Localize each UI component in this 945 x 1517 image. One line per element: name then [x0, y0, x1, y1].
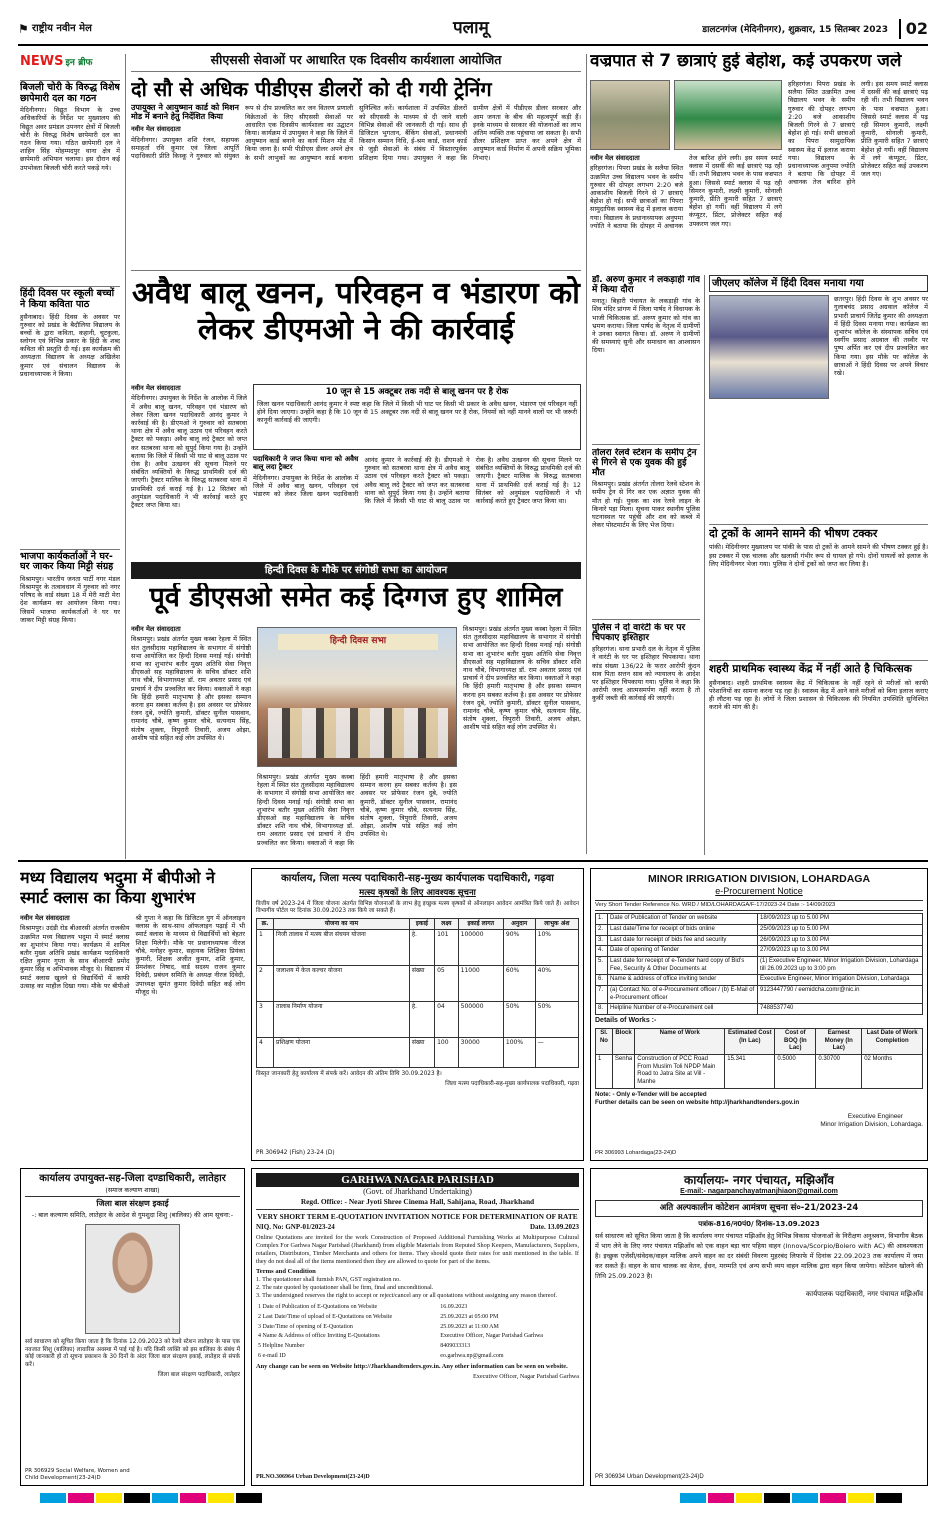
table-row [256, 1303, 579, 1313]
middle-headline: तोलरा रेलवे स्टेशन के समीप ट्रेन से गिरने से एक युवक की हुई मौत [592, 448, 697, 479]
fishery-notice [251, 868, 584, 1161]
column-rule [125, 54, 126, 859]
registration-swatch [848, 1493, 874, 1503]
table-cell: Name & address of office inviting tender [608, 975, 758, 986]
hindi-body: विश्रामपुर। प्रखंड अंतर्गत मुख्य कस्बा रेहला में स्थित संत तुलसीदास महाविद्यालय के सभागार में संगोष्ठी सभा आयोजित कर हिन्दी दिवस मनाई गई। संगोष्ठी सभा का शुभारंभ बतौर मुख्य अतिथि सेवा निवृत्त डीएसओ सह महाविद्यालय के सचिव डॉक्टर शशि नाथ चौबे, विभागाध्यक्ष डॉ. राम अवतार प्रसाद एवं प्राचार्य ने दीप प्रज्वलित कर किया। वक्ताओं ने कहा कि हिंदी हमारी मातृभाषा है और इसका सम्मान करना हम सबका कर्तव्य है। इस अवसर पर प्रोफेसर रंजन दुबे, ज्योति कुमारी, डॉक्टर सुनील पासवान, रामानंद चौबे, कृष्ण कुमार चौबे, सत्यनाम सिंह, संतोष शुक्ला, त्रिपुरारी तिवारी, अजय ओझा, आशीष पांडे सहित कई लोग उपस्थित थे। [131, 635, 251, 742]
table-cell: 4 [257, 1038, 274, 1068]
fishery-pr-no: PR 306942 (Fish) 23-24 (D) [256, 1149, 335, 1156]
irrigation-sign: Executive Engineer [847, 1112, 903, 1120]
table-row [596, 935, 923, 946]
majhiaon-sign: कार्यपालक पदाधिकारी, नगर पंचायत मझिआँव [805, 1289, 923, 1298]
table-row [257, 966, 579, 1002]
fishery-signature: जिला मत्स्य पदाधिकारी-सह-मुख्य कार्यपालक पदाधिकारी, गढ़वा [445, 1080, 579, 1087]
irrigation-notice [590, 868, 928, 1161]
works-col-header: Cost of BOQ (In Lac) [775, 1029, 816, 1055]
table-cell: 90% [503, 930, 535, 966]
garhwa-notice [251, 1168, 584, 1486]
news-brief-badge [20, 54, 120, 80]
right-story [709, 275, 928, 525]
middle-headline: पुलिस ने दो वारंटी के घर पर चिपकाए इश्तिहार [592, 623, 686, 644]
sand-box-title: 10 जून से 15 अक्टूबर तक नदी से बालू खनन पर है रोक [325, 387, 509, 397]
brief-body: मेदिनीनगर। विद्युत विभाग के उच्च अधिकारियों के निर्देश पर मुख्यालय की विद्युत अवर प्रमंडल उपनगर क्षेत्रों में बिजली चोरी के विरुद्ध विशेष छापेमारी दल का गठन किया गया। गठित छापेमारी दल ने शाहिन सिंह मोहम्मदपुर थाना क्षेत्र में छापेमारी अभियान चलाया। इस दौरान कई उपभोक्ता बिजली चोरी करते पकड़े गये। [20, 106, 120, 172]
lead-subhead: उपायुक्त ने आयुष्मान कार्ड को मिशन मोड में बनाने हेतु निर्देशित किया [131, 103, 239, 122]
table-cell: निजी तालाब में मत्स्य बीज संचयन योजना [274, 930, 410, 966]
brief-headline: भाजपा कार्यकर्ताओं ने घर-घर जाकर किया मिट्टी संग्रह [20, 550, 114, 573]
page-number: 02 [899, 19, 928, 39]
smart-class-byline: नवीन मेल संवाददाता [20, 914, 70, 922]
sand-body: मेदिनीनगर। उपायुक्त के निर्देश के आलोक में जिले में अवैध बालू खनन, परिवहन एवं भंडारण को लेकर जिला खनन पदाधिकारी आनंद कुमार ने कार्रवाई की है। डीएमओ ने गुरुवार को सतबरवा थाना क्षेत्र में अवैध बालू उठाव एवं परिवहन करते ट्रैक्टर को पकड़ा। अवैध बालू लदे ट्रैक्टर को जप्त कर सतबरवा थाना को सुपुर्द किया गया है। उन्होंने बताया कि जिले में किसी भी घाट से बालू उठाव पर रोक है। अवैध उत्खनन की सूचना मिलने पर संबंधित व्यक्तियों के विरुद्ध प्राथमिकी दर्ज की जाएगी। ट्रैक्टर मालिक के विरुद्ध सतबरवा थाना में प्राथमिकी दर्ज कराई गई है। 12 सितंबर को अनुमंडल पदाधिकारी ने भी कार्रवाई करते हुए ट्रैक्टर जप्त किया था। [131, 394, 247, 509]
latehar-ref: -: बाल कल्याण समिति, लातेहार के आदेश से गुमशुदा शिशु (बालिका) की आम सूचना:- [31, 1211, 234, 1220]
table-row [596, 946, 923, 957]
registration-swatch [680, 1493, 706, 1503]
fishery-col-header: अनुदान [503, 919, 535, 930]
table-cell: 7. [596, 986, 608, 1004]
table-row [596, 925, 923, 936]
table-row [596, 914, 923, 925]
news-badge: NEWS [20, 54, 64, 69]
hindi-body-continued: विश्रामपुर। प्रखंड अंतर्गत मुख्य कस्बा रेहला में स्थित संत तुलसीदास महाविद्यालय के सभागार में संगोष्ठी सभा आयोजित कर हिन्दी दिवस मनाई गई। संगोष्ठी सभा का शुभारंभ बतौर मुख्य अतिथि सेवा निवृत्त डीएसओ सह महाविद्यालय के सचिव डॉक्टर शशि नाथ चौबे, विभागाध्यक्ष डॉ. राम अवतार प्रसाद एवं प्राचार्य ने दीप प्रज्वलित कर किया। वक्ताओं ने कहा कि हिंदी हमारी मातृभाषा है और इसका सम्मान करना हम सबका कर्तव्य है। इस अवसर पर प्रोफेसर रंजन दुबे, ज्योति कुमारी, डॉक्टर सुनील पासवान, रामानंद चौबे, कृष्ण कुमार चौबे, सत्यनाम सिंह, संतोष शुक्ला, त्रिपुरारी तिवारी, अजय ओझा, आशीष पांडे सहित कई लोग उपस्थित थे। [257, 773, 457, 847]
garhwa-term: 2. The rate quoted by quotationer shall be firm, final and unconditional. [256, 1284, 434, 1292]
works-table [595, 1028, 923, 1089]
majhiaon-body: सर्व साधारण को सूचित किया जाता है कि कार्यालय नगर पंचायत मझिआँव हेतु विभिन्न विकास योजनाओं के निरीक्षण अनुश्रवण, विभागीय बैठक में भाग लेने के लिए नगर पंचायत मझिआँव को एक वाहन बड़ा चार पहिया वाहन (Innova/Scorpio/Bolero with AC) की आवश्यकता है। इच्छुक एजेंसी/संवेदक/वाहन मालिक अपने वाहन का दर संबंधी विवरण मुहरबंद लिफाफे में दिनांक 22.09.2023 तक कार्यालय में जमा कर सकते हैं। वाहन के साथ चालक का वेतन, ईंधन, मरम्मति एवं अन्य सभी व्यय वाहन मालिक द्वारा वहन किया जायेगा। कोटेशन खोलने की तिथि 25.09.2023 है। [595, 1232, 923, 1280]
middle-column [592, 275, 700, 855]
table-cell: 1 Date of Publication of E-Quotations on Website [258, 1304, 378, 1311]
table-cell: हे. [409, 1002, 434, 1038]
table-cell: 2 [257, 966, 274, 1002]
sand-box [253, 384, 581, 450]
table-cell: 9123447790 / eemidcha.comr@nic.in [758, 986, 923, 1004]
brief-body: हुसैनाबाद। हिंदी दिवस के अवसर पर गुरुवार को प्रखंड के बैदौलिया विद्यालय के बच्चों के द्वारा कविता, कहानी, चुटकुला, स्लोगन एवं विभिन्न प्रकार के हिंदी के शब्द कविता की प्रस्तुति दी गई। इस कार्यक्रम की अध्यक्षता विद्यालय के अध्यक्ष अखिलेश कुमार एवं संचालन विद्यालय के प्रधानाध्यापक ने किया। [20, 312, 120, 378]
table-row [596, 1004, 923, 1015]
hindi-diwas-kicker-text: हिन्दी दिवस के मौके पर संगोष्ठी सभा का आयोजन [264, 565, 448, 576]
section-name: पलामू [453, 18, 489, 38]
registration-swatch [68, 1493, 94, 1503]
table-cell: 6 e-mail ID [258, 1352, 286, 1359]
lightning-body: हरिहरगंज। पिपरा प्रखंड के सलैया स्थित उत्क्रमित उच्च विद्यालय भवन के समीप गुरुवार की दोपहर लगभग 2:20 बजे आकाशीय बिजली गिरने से 7 छात्राएं बेहोश हो गई। सभी छात्राओं का पिपरा सामुदायिक स्वास्थ्य केंद्र में इलाज कराया गया। विद्यालय के प्रधानाध्यापक अनुपमा ज्योति ने बताया कि दोपहर में अचानक तेज बारिश होने लगी। इस समय स्मार्ट क्लास में दसवीं की कई छात्राएं पढ़ रही थीं। तभी विद्यालय भवन के पास वज्रपात हुआ। जिससे स्मार्ट क्लास में पढ़ रही सिमरन कुमारी, लक्ष्मी कुमारी, सोनाली कुमारी, प्रीति कुमारी सहित 7 छात्राएं बेहोश हो गयीं। वहीं विद्यालय में लगे कंप्यूटर, प्रिंटर, प्रोजेक्टर सहित कई उपकरण जल गए। [590, 154, 782, 230]
works-col-header: Earnest Money (In Lac) [816, 1029, 862, 1055]
registration-swatch [736, 1493, 762, 1503]
works-col-header: Last Date of Work Completion [862, 1029, 923, 1055]
table-cell: 25.09.2023 at 11:00 AM [440, 1323, 499, 1330]
table-row [256, 1332, 579, 1342]
college-photo [709, 295, 829, 399]
table-cell: (a) Contact No. of e-Procurement officer / (b) E-Mail of e-Procurement officer [608, 986, 758, 1004]
news-brief [20, 54, 120, 859]
table-row [596, 975, 923, 986]
table-row [257, 1002, 579, 1038]
sand-left-col [131, 384, 247, 549]
registration-swatch [124, 1493, 150, 1503]
brief-badge: इन ब्रीफ [65, 58, 93, 68]
table-cell: 15.341 [725, 1055, 775, 1089]
table-cell: (1) Executive Engineer, Minor Irrigation Division, Lohardaga till 26.09.2023 up to 3:00 pm [758, 957, 923, 975]
latehar-notice [20, 1168, 245, 1486]
majhiaon-notice [590, 1168, 928, 1486]
majhiaon-email: E-mail:- nagarpanchayatmanjhiaon@gmail.com [680, 1188, 838, 1196]
garhwa-body: Online Quotations are invited for the work Construction of Proposed Additional Furnishing Works at Multipurpose Cultural Complex For Garhwa Nagar Parishad (Jharkhand) from eligible Materials from Reputed Shop Keepers, Manufacturers, Suppliers, retailers, Distributors, Timber Merchants and others for items. They should quote their rates for unit mentioned in the table. If they do not deal all of the items mentioned then they are allowed to quote for part of the items. [256, 1234, 579, 1266]
garhwa-date: Date. 13.09.2023 [530, 1223, 579, 1232]
registration-swatch [708, 1493, 734, 1503]
fishery-office: कार्यालय, जिला मत्स्य पदाधिकारी-सह-मुख्य कार्यपालक पदाधिकारी, गढ़वा [281, 873, 554, 884]
brief-headline: हिंदी दिवस पर स्कूली बच्चों ने किया कविता पाठ [20, 288, 115, 310]
table-cell: 05 [435, 966, 459, 1002]
sand-body-continued: मेदिनीनगर। उपायुक्त के निर्देश के आलोक में जिले में अवैध बालू खनन, परिवहन एवं भंडारण को लेकर जिला खनन पदाधिकारी आनंद कुमार ने कार्रवाई की है। डीएमओ ने गुरुवार को सतबरवा थाना क्षेत्र में अवैध बालू उठाव एवं परिवहन करते ट्रैक्टर को पकड़ा। अवैध बालू लदे ट्रैक्टर को जप्त कर सतबरवा थाना को सुपुर्द किया गया है। उन्होंने बताया कि जिले में किसी भी घाट से बालू उठाव पर रोक है। अवैध उत्खनन की सूचना मिलने पर संबंधित व्यक्तियों के विरुद्ध प्राथमिकी दर्ज की जाएगी। ट्रैक्टर मालिक के विरुद्ध सतबरवा थाना में प्राथमिकी दर्ज कराई गई है। 12 सितंबर को अनुमंडल पदाधिकारी ने भी कार्रवाई करते हुए ट्रैक्टर जप्त किया था। [253, 456, 581, 505]
garhwa-invitation: VERY SHORT TERM E-QUOTATION INVITATION NOTICE FOR DETERMINATION OF RATE [257, 1211, 578, 1221]
table-cell: प्रशिक्षण योजना [274, 1038, 410, 1068]
section-rule [131, 270, 581, 271]
fishery-footer: विस्तृत जानकारी हेतु कार्यालय में संपर्क करें। आवेदन की अंतिम तिथि 30.09.2023 है। [256, 1071, 442, 1078]
table-cell: 1 [596, 1055, 613, 1089]
table-cell: 3 Date/Time of opening of E-Quotation [258, 1323, 353, 1330]
garhwa-ref-row [256, 1223, 579, 1232]
table-cell: 2. [596, 925, 608, 936]
works-header-row [596, 1029, 923, 1055]
table-cell: 5. [596, 957, 608, 975]
latehar-dept: (समाज कल्याण शाखा) [25, 1186, 240, 1197]
smart-class-story [20, 868, 245, 1158]
garhwa-sign: Executive Officer, Nagar Parishad Garhwa [473, 1373, 579, 1381]
irrigation-ref: Very Short Tender Reference No. WRD / MID/LOHARDAGA/F-17/2023-24 Date :- 14/09/2023 [595, 900, 923, 911]
table-cell: 101 [435, 930, 459, 966]
table-cell: 7488537740 [758, 1004, 923, 1015]
right-column [709, 275, 928, 855]
lightning-photo-2 [674, 80, 782, 150]
registration-swatch [40, 1493, 66, 1503]
works-col-header: Sl. No [596, 1029, 613, 1055]
bird-logo-icon: ⚑ [18, 22, 29, 36]
middle-story [592, 623, 700, 848]
table-cell: 5 Helpline Number [258, 1342, 305, 1349]
irrigation-further: Further details can be seen on website http://jharkhandtenders.gov.in [595, 1098, 800, 1106]
registration-swatch [180, 1493, 206, 1503]
table-cell: तालाब निर्माण योजना [274, 1002, 410, 1038]
lead-body-columns [131, 104, 581, 264]
table-cell: Date of Publication of Tender on website [608, 914, 758, 925]
lightning-headline: वज्रपात से 7 छात्राएं हुई बेहोश, कई उपकरण जले [590, 52, 902, 71]
garhwa-term: 1. The quotationer shall furnish PAN, GST registration no. [256, 1276, 401, 1284]
irrigation-title: MINOR IRRIGATION DIVISION, LOHARDAGA [647, 873, 871, 885]
irrigation-pr-no: PR 306993 Lohardaga(23-24)D [595, 1149, 677, 1156]
table-cell: 3. [596, 935, 608, 946]
column-rule [704, 275, 705, 855]
fishery-intro: वित्तीय वर्ष 2023-24 में जिला योजना अंतर्गत विभिन्न योजनाओं के लाभ हेतु इच्छुक मत्स्य कृषकों से ऑनलाइन आवेदन आमंत्रित किये जाते हैं। आवेदन विभागीय पोर्टल पर दिनांक 30.09.2023 तक किये जा सकते हैं। [256, 900, 579, 915]
lead-story [131, 52, 581, 267]
table-row [257, 1038, 579, 1068]
table-cell: 2 Last Date/Time of upload of E-Quotations on Website [258, 1313, 393, 1320]
brief-item [20, 80, 120, 282]
irrigation-note: Note: - Only e-Tender will be accepted [595, 1090, 707, 1098]
right-headline: दो ट्रकों के आमने सामने की भीषण टक्कर [709, 527, 878, 540]
table-row [257, 930, 579, 966]
irrigation-sign-2: Minor Irrigation Division, Lohardaga. [820, 1120, 923, 1128]
table-cell: 3 [257, 1002, 274, 1038]
table-cell: 4 Name & Address of office Inviting E-Quotations [258, 1333, 380, 1340]
middle-headline: डॉ. अरुण कुमार ने लकड़ाही गांव में किया दौरा [592, 275, 700, 296]
table-cell: 10% [535, 930, 578, 966]
table-cell: 1. [596, 914, 608, 925]
registration-swatch [792, 1493, 818, 1503]
table-cell: 25.09.2023 at 05:00 PM [440, 1313, 499, 1320]
photo-banner: हिन्दी दिवस सभा [278, 634, 438, 650]
middle-body: विश्रामपुर। प्रखंड अंतर्गत तोलरा रेलवे स्टेशन के समीप ट्रेन से गिर कर एक अज्ञात युवक की मौत हो गई। युवक का शव रेलवे लाइन के किनारे पड़ा मिला। सूचना पाकर स्थानीय पुलिस घटनास्थल पर पहुंची और शव को कब्जे में लेकर पोस्टमार्टम के लिए भेज दिया। [592, 480, 700, 530]
registration-swatch [820, 1493, 846, 1503]
table-cell: Executive Engineer, Minor Irrigation Division, Lohardaga [758, 975, 923, 986]
table-row [256, 1342, 579, 1352]
table-cell: 1 [257, 930, 274, 966]
registration-swatch [764, 1493, 790, 1503]
smart-class-headline: मध्य विद्यालय भदुमा में बीपीओ ने स्मार्ट क्लास का किया शुभारंभ [20, 868, 215, 907]
fishery-col-header: योजना का नाम [274, 919, 410, 930]
table-cell: संख्या [409, 1038, 434, 1068]
table-cell: 100% [503, 1038, 535, 1068]
table-cell: Construction of PCC Road From Muslim Toli NPDP Main Road to Jatra Site at Vill - Manhe [635, 1055, 725, 1089]
table-cell: 16.09.2023 [440, 1304, 468, 1311]
table-cell: Date of opening of Tender [608, 946, 758, 957]
lightning-body-right [788, 80, 928, 268]
irrigation-subtitle: e-Procurement Notice [715, 886, 803, 897]
sand-story [131, 276, 581, 556]
majhiaon-ref: पत्रांक-816/न0पं0/ दिनांक-13.09.2023 [698, 1220, 820, 1229]
table-cell: Last date/Time for receipt of bids online [608, 925, 758, 936]
masthead [18, 18, 928, 46]
latehar-sign: जिला बाल संरक्षण पदाधिकारी, लातेहार [157, 1372, 240, 1379]
latehar-body: सर्व साधारण को सूचित किया जाता है कि दिनांक 12.09.2023 को रेलवे स्टेशन लातेहार के पास एक नवजात शिशु (बालिका) लावारिस अवस्था में पाई गई है। यदि किसी व्यक्ति को इस बालिका के संबंध में कोई जानकारी हो तो सूचना प्रकाशन के 30 दिनों के अंदर जिला बाल संरक्षण इकाई, लातेहार से संपर्क करें। [25, 1339, 240, 1368]
table-cell: 4. [596, 946, 608, 957]
hindi-diwas-kicker [131, 562, 581, 579]
table-cell: Helpline Number of e-Procurement cell [608, 1004, 758, 1015]
hindi-diwas-story [131, 583, 581, 848]
right-headline: शहरी प्राथमिक स्वास्थ्य केंद्र में नहीं आते है चिकित्सक [709, 663, 912, 675]
middle-body: हरिहरगंज। थाना प्रभारी दल के नेतृत्व में पुलिस ने वारंटी के घर पर इश्तिहार चिपकाया। थाना कांड संख्या 136/22 के फरार आरोपी कुंदन साव पिता सत्तन साव को न्यायालय के आदेश पर इश्तिहार चिपकाया गया। पुलिस ने कहा कि आरोपी जल्द आत्मसमर्पण नहीं करता है तो कुर्की जब्ती की कार्रवाई की जाएगी। [592, 645, 700, 703]
works-col-header: Block [612, 1029, 634, 1055]
table-cell: हे. [409, 930, 434, 966]
hindi-diwas-right-col [463, 625, 581, 847]
sand-box-text: जिला खनन पदाधिकारी आनंद कुमार ने स्पष्ट कहा कि जिले में किसी भी घाट पर किसी भी प्रकार के अवैध खनन, भंडारण एवं परिवहन नहीं होने दिया जाएगा। उन्होंने कहा है कि 10 जून से 15 अक्टूबर तक नदी से बालू खनन पर है रोक, नियमों को नहीं मानने वालों पर भी जरूरी कानूनी कार्रवाई की जाएगी। [257, 399, 577, 424]
lead-headline: दो सौ से अधिक पीडीएस डीलरों को दी गयी ट्रेनिंग [131, 77, 492, 101]
fishery-col-header: लाभुक अंश [535, 919, 578, 930]
table-cell: 100 [435, 1038, 459, 1068]
latehar-pr-no: PR 306929 Social Welfare, Women and Child Development(23-24)D [25, 1468, 130, 1482]
table-cell: 04 [435, 1002, 459, 1038]
garhwa-office: Regd. Office: - Near Jyoti Shree Cinema Hall, Sahijana, Road, Jharkhand [256, 1197, 579, 1209]
lightning-photo-1 [590, 80, 670, 150]
sand-body-columns [253, 456, 581, 549]
lead-body: मेदिनीनगर। उपायुक्त शशि रंजन, सहायक समाहर्ता रवि कुमार एवं जिला आपूर्ति पदाधिकारी प्रीति किस्कू ने गुरुवार को संयुक्त रूप से दीप प्रज्वलित कर जन वितरण प्रणाली विक्रेताओं के लिए सीएससी सेवाओं पर आधारित एक दिवसीय कार्यशाला का उद्घाटन किया। कार्यक्रम में उपायुक्त ने कहा कि जिले में आयुष्मान कार्ड बनाने का कार्य मिशन मोड में किया जाना है। सभी पीडीएस डीलर अपने क्षेत्र के सभी लाभुकों का आयुष्मान कार्ड बनाना सुनिश्चित करें। कार्यशाला में उपस्थित डीलरों को सीएससी के माध्यम से दी जाने वाली विभिन्न सेवाओं की जानकारी दी गई। साथ ही डिजिटल भुगतान, बैंकिंग सेवाओं, प्रधानमंत्री किसान सम्मान निधि, ई-श्रम कार्ड, राशन कार्ड से जुड़ी सेवाओं के संबंध में विस्तारपूर्वक प्रशिक्षण दिया गया। उपायुक्त ने कहा कि ग्रामीण क्षेत्रों में पीडीएस डीलर सरकार और आम जनता के बीच की महत्वपूर्ण कड़ी हैं। इनके माध्यम से सरकार की योजनाओं का लाभ अंतिम व्यक्ति तक पहुंचाया जा सकता है। सभी डीलर प्रशिक्षण प्राप्त कर अपने क्षेत्र में आयुष्मान कार्ड निर्माण में अपनी सक्रिय भूमिका निभाएं। [131, 104, 581, 162]
majhiaon-pr-no: PR 306934 Urban Development(23-24)D [595, 1474, 704, 1481]
table-row [256, 1313, 579, 1323]
middle-story [592, 448, 700, 620]
smart-class-body: विश्रामपुर। उदंडी रोड बीआरसी अंतर्गत राजकीय उत्क्रमित मध्य विद्यालय भदुमा में स्मार्ट क्लास का शुभारंभ किया गया। कार्यक्रम में शामिल बतौर मुख्य अतिथि प्रखंड कार्यक्रम पदाधिकारी रक्षित कुमार गुप्ता के साथ बीआरपी प्रमोद कुमार सिंह व अभिभावक मौजूद थे। विद्यालय में स्मार्ट क्लास खुलने से विद्यार्थियों में काफी उत्साह का माहौल दिखा गया। मौके पर बीपीओ श्री गुप्ता ने कहा कि डिजिटल युग में ऑनलाइन क्लास के साथ-साथ ऑफलाइन पढ़ाई में भी स्मार्ट क्लास के माध्यम से विद्यार्थियों को बेहतर शिक्षा मिलेगी। मौके पर प्रधानाध्यापक नीरज चौबे, मनोहर कुमार, सहायक शिक्षिका प्रियंका कुमारी, शिक्षक अजीत कुमार, शशि कुमार, प्रेमशंकर निषाद, वार्ड सदस्य राजन कुमार दिवेदी, प्रबंधन समिति के अध्यक्ष नीरज दिवेदी, उपाध्यक्ष सुमंत कुमार दिवेदी सहित कई लोग मौजूद थे। [20, 914, 245, 996]
sand-headline: अवैध बालू खनन, परिवहन व भंडारण को लेकर डीएमओ ने की कार्रवाई [132, 276, 580, 347]
table-cell: Last date for receipt of e-Tender hard copy of Bid's Fee, Security & Other Documents at [608, 957, 758, 975]
smart-class-body-columns [20, 914, 245, 1134]
table-cell: 50% [503, 1002, 535, 1038]
lightning-byline: नवीन मेल संवाददाता [590, 154, 640, 162]
fishery-table [256, 918, 579, 1068]
majhiaon-title: अति अल्पकालीन कोटेशन आमंत्रण सूचना सं०-21/2023-24 [595, 1200, 923, 1217]
table-cell: eo.garhwa.np@gmail.com [440, 1352, 504, 1359]
fishery-col-header: इकाई [409, 919, 434, 930]
majhiaon-office: कार्यालयः- नगर पंचायत, मझिआँव [684, 1173, 834, 1187]
table-cell: — [535, 1038, 578, 1068]
table-cell: 0.30700 [816, 1055, 862, 1089]
garhwa-subtitle: (Govt. of Jharkhand Undertaking) [363, 1187, 472, 1197]
lightning-body-cont: हरिहरगंज। पिपरा प्रखंड के सलैया स्थित उत्क्रमित उच्च विद्यालय भवन के समीप गुरुवार की दोपहर लगभग 2:20 बजे आकाशीय बिजली गिरने से 7 छात्राएं बेहोश हो गई। सभी छात्राओं का पिपरा सामुदायिक स्वास्थ्य केंद्र में इलाज कराया गया। विद्यालय के प्रधानाध्यापक अनुपमा ज्योति ने बताया कि दोपहर में अचानक तेज बारिश होने लगी। इस समय स्मार्ट क्लास में दसवीं की कई छात्राएं पढ़ रही थीं। तभी विद्यालय भवन के पास वज्रपात हुआ। जिससे स्मार्ट क्लास में पढ़ रही सिमरन कुमारी, लक्ष्मी कुमारी, सोनाली कुमारी, प्रीति कुमारी सहित 7 छात्राएं बेहोश हो गयीं। वहीं विद्यालय में लगे कंप्यूटर, प्रिंटर, प्रोजेक्टर सहित कई उपकरण जल गए। [788, 80, 928, 187]
table-cell: 100000 [458, 930, 503, 966]
table-cell: Senha [612, 1055, 634, 1089]
table-cell: 30000 [458, 1038, 503, 1068]
hindi-body-right: विश्रामपुर। प्रखंड अंतर्गत मुख्य कस्बा रेहला में स्थित संत तुलसीदास महाविद्यालय के सभागार में संगोष्ठी सभा आयोजित कर हिन्दी दिवस मनाई गई। संगोष्ठी सभा का शुभारंभ बतौर मुख्य अतिथि सेवा निवृत्त डीएसओ सह महाविद्यालय के सचिव डॉक्टर शशि नाथ चौबे, विभागाध्यक्ष डॉ. राम अवतार प्रसाद एवं प्राचार्य ने दीप प्रज्वलित कर किया। वक्ताओं ने कहा कि हिंदी हमारी मातृभाषा है और इसका सम्मान करना हम सबका कर्तव्य है। इस अवसर पर प्रोफेसर रंजन दुबे, ज्योति कुमारी, डॉक्टर सुनील पासवान, रामानंद चौबे, कृष्ण कुमार चौबे, सत्यनाम सिंह, संतोष शुक्ला, त्रिपुरारी तिवारी, अजय ओझा, आशीष पांडे सहित कई लोग उपस्थित थे। [463, 625, 581, 732]
right-body: हुसैनाबाद। शहरी प्राथमिक स्वास्थ्य केंद्र में चिकित्सक के नहीं रहने से मरीजों को काफी परेशानियों का सामना करना पड़ रहा है। स्वास्थ्य केंद्र में आने वाले मरीजों को बिना इलाज कराए ही लौटना पड़ रहा है। लोगों ने जिला प्रशासन से चिकित्सक की नियमित उपस्थिति सुनिश्चित कराने की मांग की है। [709, 678, 928, 712]
registration-swatch [96, 1493, 122, 1503]
dateline: डालटनगंज (मेदिनीनगर), शुक्रवार, 15 सितम्बर 2023 [702, 25, 888, 35]
works-col-header: Name of Work [635, 1029, 725, 1055]
middle-body: मनातू। बिहारी पंचायत के लकड़ाही गांव के शिव मंदिर प्रांगण में जिला पार्षद ने विधायक के भाजी चिकित्सक डॉ. अरुण कुमार को गांव का भ्रमण कराया। जिला पार्षद के नेतृत्व में ग्रामीणों ने उनका स्वागत किया। डॉ. अरुण ने ग्रामीणों की समस्याएं सुनी और समाधान का आश्वासन दिया। [592, 297, 700, 355]
works-title: Details of Works :- [595, 1017, 657, 1025]
fishery-title: मत्स्य कृषकों के लिए आवश्यक सूचना [359, 887, 476, 898]
photo-people [268, 708, 448, 758]
registration-swatch [152, 1493, 178, 1503]
table-cell: 18/09/2023 up to 5.00 PM [758, 914, 923, 925]
right-story [709, 661, 928, 851]
latehar-unit: जिला बाल संरक्षण इकाई [96, 1198, 169, 1208]
table-cell: 0.5000 [775, 1055, 816, 1089]
table-cell: 02 Months [862, 1055, 923, 1089]
table-cell: 50% [535, 1002, 578, 1038]
latehar-office: कार्यालय उपायुक्त-सह-जिला दण्डाधिकारी, लातेहार [39, 1173, 226, 1184]
garhwa-niq: NIQ. No: GNP-01/2023-24 [256, 1223, 335, 1232]
table-cell: 60% [503, 966, 535, 1002]
brief-item [20, 549, 120, 785]
garhwa-schedule-table [256, 1303, 579, 1361]
fishery-col-header: इकाई लागत [458, 919, 503, 930]
table-row [256, 1323, 579, 1333]
hindi-byline: नवीन मेल संवाददाता [131, 625, 181, 633]
table-cell: 6. [596, 975, 608, 986]
fishery-header-row [257, 919, 579, 930]
right-story [709, 525, 928, 661]
hindi-diwas-below-photo [257, 773, 457, 847]
brief-headline: बिजली चोरी के विरुद्ध विशेष छापेमारी दल का गठन [20, 82, 120, 104]
garhwa-term: 3. The undersigned reserves the right to accept or reject/cancel any or all quotations without assigning any reason thereof. [256, 1292, 558, 1300]
table-cell: Executive Officer, Nagar Parishad Garhwa [440, 1333, 543, 1340]
sand-side-head: पदाधिकारी ने जप्त किया थाना को अवैध बालू लदा ट्रैक्टर [253, 455, 359, 471]
brief-body: विश्रामपुर। भारतीय जनता पार्टी नगर मंडल विश्रामपुर के तत्वावधान में गुरुवार को नगर परिषद के वार्ड संख्या 18 में मेरी माटी मेरा देश कार्यक्रम का आयोजन किया गया। जिसमें भाजपा कार्यकर्ताओं ने घर घर जाकर मिट्टी संग्रह किया। [20, 574, 120, 624]
table-cell: 8409033313 [440, 1342, 471, 1349]
registration-swatch [876, 1493, 902, 1503]
brief-item [20, 286, 120, 544]
lightning-body-columns [590, 154, 782, 268]
table-cell: 25/09/2023 up to 5.00 PM [758, 925, 923, 936]
irrigation-schedule-table [595, 913, 923, 1015]
hindi-diwas-headline: पूर्व डीएसओ समेत कई दिग्गज हुए शामिल [149, 583, 563, 613]
registration-swatch [236, 1493, 262, 1503]
paper-name: राष्ट्रीय नवीन मेल [32, 23, 92, 34]
garhwa-website: Any change can be seen on Website http://Jharkhandtenders.gov.in. Any other information can be seen on website. [256, 1363, 568, 1371]
fishery-col-header: क्र. [257, 919, 274, 930]
fishery-col-header: लक्ष्य [435, 919, 459, 930]
table-row [256, 1352, 579, 1362]
table-cell: 27/09/2023 up to 3.00 PM [758, 946, 923, 957]
table-row [596, 1055, 923, 1089]
sand-byline: नवीन मेल संवाददाता [131, 384, 181, 392]
right-body: छतरपुर। हिंदी दिवस के शुभ अवसर पर गुलाबचंद प्रसाद अग्रवाल कॉलेज में प्रभारी प्राचार्य जितेंद्र कुमार की अध्यक्षता में हिंदी दिवस मनाया गया। कार्यक्रम का शुभारंभ कॉलेज के संस्थापक सचिव एवं स्वर्गीय प्रसाद अग्रवाल की तस्वीर पर पुष्प अर्पित कर एवं दीप प्रज्वलित कर किया गया। इस मौके पर कॉलेज के छात्राओं ने हिंदी दिवस पर अपने विचार रखे। [834, 295, 928, 377]
right-headline: जीएलए कॉलेज में हिंदी दिवस मनाया गया [709, 275, 928, 292]
table-cell: 11000 [458, 966, 503, 1002]
garhwa-terms-title: Terms and Condition [256, 1267, 316, 1275]
fold-rule [18, 860, 928, 862]
right-body: पांकी। मेदिनीनगर मुख्यालय पर पांकी के पास दो ट्रकों के आमने सामने की भीषण टक्कर हुई है। इस टक्कर में एक चालक और खलासी गंभीर रूप से घायल हो गये। दोनों घायलों को इलाज के लिए मेदिनीनगर भेजा गया। पुलिस ने दोनों ट्रकों को जप्त कर लिया है। [709, 543, 928, 568]
table-cell: Last date for receipt of bids fee and security [608, 935, 758, 946]
garhwa-title: GARHWA NAGAR PARISHAD [256, 1173, 579, 1187]
hindi-diwas-photo [257, 627, 457, 767]
garhwa-pr-no: PR.NO.306964 Urban Development(23-24)D [256, 1474, 370, 1481]
hindi-diwas-left-col [131, 625, 251, 847]
lead-byline: नवीन मेल संवाददाता [131, 125, 181, 134]
table-cell: जलाशय में केज कल्चर योजना [274, 966, 410, 1002]
table-row [596, 986, 923, 1004]
table-cell: 500000 [458, 1002, 503, 1038]
child-photo [85, 1224, 180, 1334]
works-col-header: Estimated Cost (In Lac) [725, 1029, 775, 1055]
table-cell: 40% [535, 966, 578, 1002]
lead-kicker: सीएससी सेवाओं पर आधारित एक दिवसीय कार्यशाला आयोजित [131, 52, 581, 72]
lightning-story [590, 52, 928, 270]
table-cell: 8. [596, 1004, 608, 1015]
table-row [596, 957, 923, 975]
middle-story [592, 275, 700, 445]
registration-swatch [208, 1493, 234, 1503]
table-cell: संख्या [409, 966, 434, 1002]
column-rule [586, 54, 587, 854]
table-cell: 26/09/2023 up to 3.00 PM [758, 935, 923, 946]
